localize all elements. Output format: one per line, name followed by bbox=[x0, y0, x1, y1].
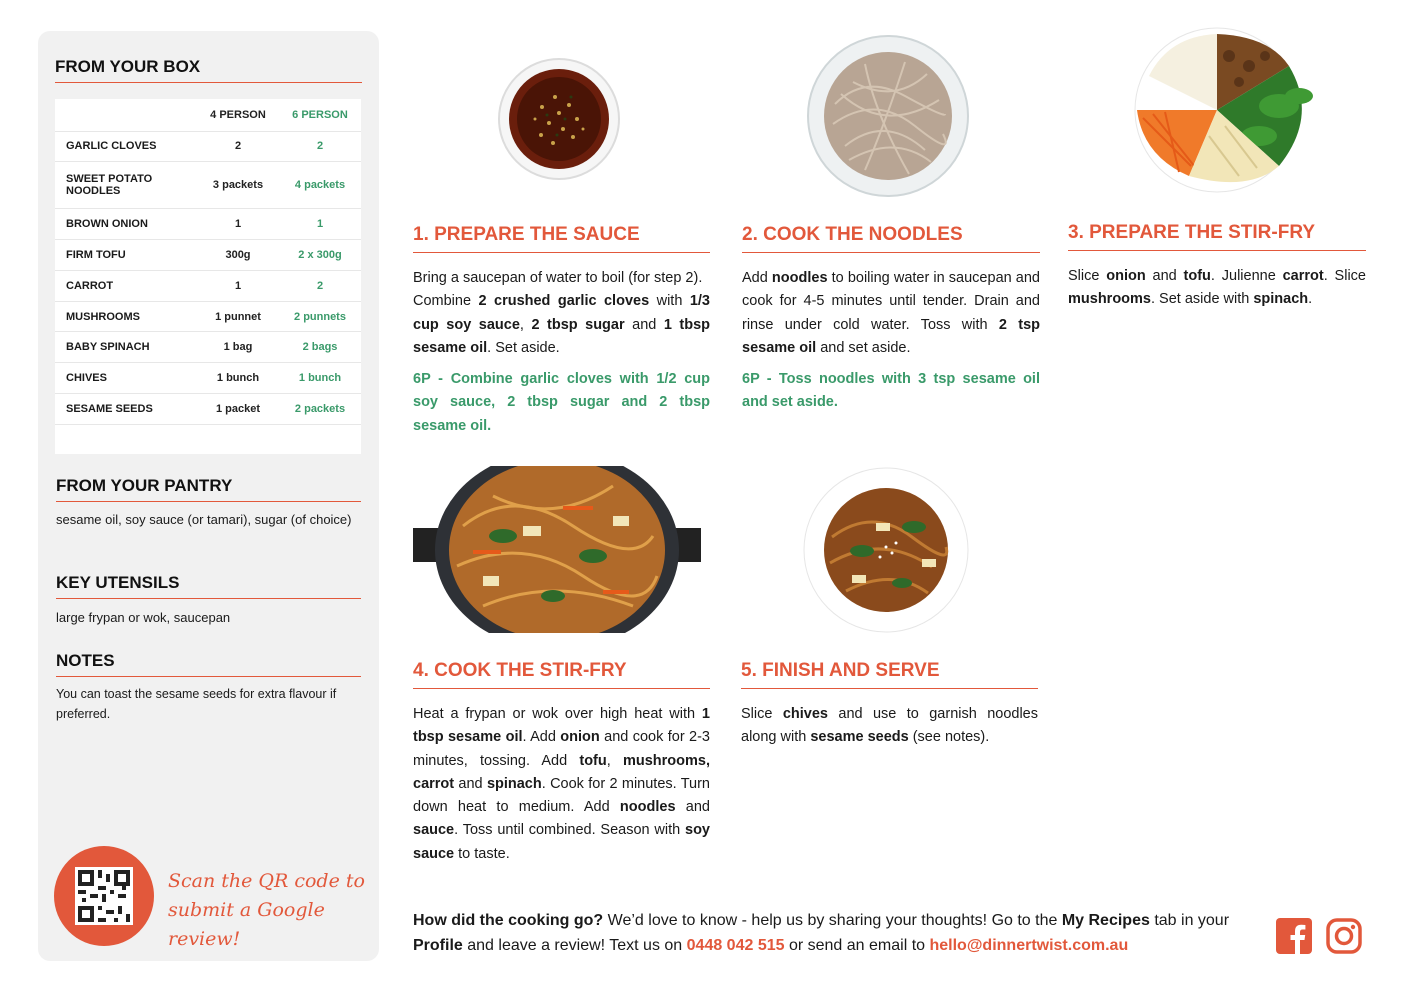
text-run: . Toss until combined. Season with bbox=[454, 822, 685, 839]
ingredient-name: SESAME SEEDS bbox=[55, 394, 197, 425]
step-1-six-person-note: 6P - Combine garlic cloves with 1/2 cup soy sauce, 2 tbsp sugar and 2 tbsp sesame oil. bbox=[413, 371, 710, 434]
bold-run: noodles bbox=[619, 799, 676, 816]
text-run: to taste. bbox=[454, 845, 510, 862]
bold-run: spinach bbox=[486, 775, 542, 792]
bold-run: soy sauce bbox=[413, 822, 710, 862]
step-1 bbox=[413, 224, 710, 438]
text-run: . Add bbox=[522, 729, 561, 746]
bold-run: noodles bbox=[771, 270, 828, 286]
profile-label: Profile bbox=[413, 937, 463, 954]
quantity-6-person: 2 punnets bbox=[279, 301, 361, 332]
sidebar bbox=[38, 31, 379, 961]
text-run: and set aside. bbox=[816, 339, 911, 356]
qr-badge bbox=[54, 846, 154, 946]
step-4 bbox=[413, 660, 710, 866]
noodles-bowl-image bbox=[805, 34, 971, 198]
text-run: and bbox=[1145, 268, 1184, 284]
review-question: How did the cooking go? bbox=[413, 912, 604, 929]
ingredient-name: MUSHROOMS bbox=[55, 301, 197, 332]
table-row bbox=[55, 301, 361, 332]
ingredients-table bbox=[55, 99, 361, 454]
phone-number-link[interactable]: 0448 042 515 bbox=[686, 937, 785, 954]
wok-stir-fry-image bbox=[413, 466, 701, 633]
facebook-icon[interactable] bbox=[1276, 918, 1312, 954]
bold-run: onion bbox=[560, 729, 600, 746]
qr-code[interactable] bbox=[75, 867, 133, 925]
text-run: Slice bbox=[741, 706, 783, 722]
from-your-pantry-title: FROM YOUR PANTRY bbox=[56, 476, 361, 502]
quantity-4-person: 2 bbox=[197, 131, 279, 162]
text-run: . bbox=[1308, 291, 1313, 308]
text-run: Slice bbox=[1068, 268, 1107, 284]
step-1-title: 1. PREPARE THE SAUCE bbox=[413, 224, 710, 253]
step-3 bbox=[1068, 222, 1366, 312]
bold-run: 2 tsp sesame oil bbox=[742, 316, 1040, 356]
bold-run: 2 crushed garlic cloves bbox=[478, 293, 650, 310]
text-run: . Slice bbox=[1323, 268, 1366, 284]
quantity-6-person: 2 bags bbox=[279, 332, 361, 363]
utensils-text: large frypan or wok, saucepan bbox=[56, 610, 231, 625]
quantity-6-person: 2 packets bbox=[279, 394, 361, 425]
quantity-4-person: 1 bunch bbox=[197, 363, 279, 394]
column-header-6-person: 6 PERSON bbox=[292, 108, 348, 121]
bold-run: onion bbox=[1106, 268, 1146, 284]
step-3-text bbox=[1068, 265, 1366, 312]
text-run: (see notes). bbox=[908, 729, 990, 746]
empty-cell bbox=[55, 424, 197, 454]
step-2-text bbox=[742, 267, 1040, 360]
step-5 bbox=[741, 660, 1038, 750]
text-run: Add bbox=[742, 270, 772, 286]
text-run: Heat a frypan or wok over high heat with bbox=[413, 706, 702, 722]
qr-caption-line-2: submit a Google review! bbox=[168, 899, 325, 950]
step-1-line-a: Bring a saucepan of water to boil (for step 2). bbox=[413, 270, 703, 286]
text-run: and leave a review! Text us on bbox=[462, 937, 687, 954]
table-row bbox=[55, 209, 361, 240]
quantity-6-person: 2 bbox=[279, 131, 361, 162]
quantity-4-person: 1 packet bbox=[197, 394, 279, 425]
text-run: . Set aside with bbox=[1151, 291, 1254, 308]
qr-caption bbox=[168, 867, 368, 954]
quantity-4-person: 1 bbox=[197, 209, 279, 240]
step-2-title: 2. COOK THE NOODLES bbox=[742, 224, 1040, 253]
table-row bbox=[55, 394, 361, 425]
step-5-title: 5. FINISH AND SERVE bbox=[741, 660, 1038, 689]
step-3-title: 3. PREPARE THE STIR-FRY bbox=[1068, 222, 1366, 251]
step-2-six-person-note: 6P - Toss noodles with 3 tsp sesame oil and set aside. bbox=[742, 371, 1040, 411]
notes-title: NOTES bbox=[56, 651, 361, 677]
step-4-text bbox=[413, 703, 710, 866]
bold-run: sesame seeds bbox=[810, 729, 909, 746]
finished-noodles-image bbox=[802, 467, 970, 633]
bold-run: carrot bbox=[1282, 268, 1324, 284]
table-spacer-row bbox=[55, 424, 361, 454]
step-2 bbox=[742, 224, 1040, 415]
table-row bbox=[55, 270, 361, 301]
table-row bbox=[55, 363, 361, 394]
bold-run: mushrooms, carrot bbox=[413, 752, 710, 792]
quantity-6-person: 1 bbox=[279, 209, 361, 240]
ingredient-name: CARROT bbox=[55, 270, 197, 301]
ingredient-name: BROWN ONION bbox=[55, 209, 197, 240]
bold-run: tofu bbox=[579, 752, 607, 769]
bold-run: 1/3 cup soy sauce bbox=[413, 293, 710, 333]
quantity-4-person: 1 bbox=[197, 270, 279, 301]
text-run: , bbox=[519, 316, 532, 333]
ingredient-name: SWEET POTATO NOODLES bbox=[55, 162, 197, 209]
table-row bbox=[55, 162, 361, 209]
stir-fry-ingredients-image bbox=[1129, 26, 1319, 196]
text-run: , bbox=[606, 752, 623, 769]
empty-cell bbox=[197, 424, 279, 454]
text-run: to boiling water in saucepan and cook for 4-5 minutes until tender. Drain and rinse under cold water. Toss with bbox=[742, 270, 1040, 333]
text-run: tab in your bbox=[1149, 912, 1230, 929]
text-run: . Set aside. bbox=[487, 339, 560, 356]
quantity-4-person: 1 punnet bbox=[197, 301, 279, 332]
ingredient-name: GARLIC CLOVES bbox=[55, 131, 197, 162]
ingredient-name: FIRM TOFU bbox=[55, 240, 197, 271]
table-row bbox=[55, 332, 361, 363]
quantity-6-person: 1 bunch bbox=[279, 363, 361, 394]
bold-run: sauce bbox=[413, 822, 455, 839]
bold-run: mushrooms bbox=[1068, 291, 1151, 308]
qr-code-icon bbox=[78, 870, 130, 922]
step-4-title: 4. COOK THE STIR-FRY bbox=[413, 660, 710, 689]
ingredient-name: CHIVES bbox=[55, 363, 197, 394]
bold-run: 2 tbsp sugar bbox=[531, 316, 625, 333]
table-row bbox=[55, 131, 361, 162]
text-run: and bbox=[454, 775, 487, 792]
quantity-4-person: 300g bbox=[197, 240, 279, 271]
text-run: . Cook for 2 minutes. Turn down heat to medium. Add bbox=[413, 775, 710, 816]
sauce-bowl-image bbox=[497, 57, 621, 181]
ingredient-name: BABY SPINACH bbox=[55, 332, 197, 363]
review-prompt bbox=[413, 908, 1263, 958]
key-utensils-title: KEY UTENSILS bbox=[56, 573, 361, 599]
step-5-text bbox=[741, 703, 1038, 750]
table-row bbox=[55, 240, 361, 271]
column-header-4-person: 4 PERSON bbox=[210, 108, 266, 121]
column-header-name bbox=[55, 99, 197, 131]
bold-run: 1 tbsp sesame oil bbox=[413, 316, 711, 356]
bold-run: tofu bbox=[1183, 268, 1211, 284]
instagram-icon[interactable] bbox=[1326, 918, 1362, 954]
text-run: with bbox=[649, 293, 690, 310]
qr-caption-line-1: Scan the QR code to bbox=[168, 870, 365, 892]
notes-text: You can toast the sesame seeds for extra flavour if preferred. bbox=[56, 687, 337, 721]
bold-run: chives bbox=[782, 706, 828, 722]
text-run: and cook for 2-3 minutes, tossing. Add bbox=[413, 729, 710, 769]
table-header-row bbox=[55, 99, 361, 131]
from-your-box-title: FROM YOUR BOX bbox=[55, 57, 362, 83]
empty-cell bbox=[279, 424, 361, 454]
quantity-4-person: 3 packets bbox=[197, 162, 279, 209]
step-1-text bbox=[413, 267, 710, 360]
quantity-6-person: 2 x 300g bbox=[279, 240, 361, 271]
quantity-4-person: 1 bag bbox=[197, 332, 279, 363]
text-run: or send an email to bbox=[784, 937, 930, 954]
text-run: and bbox=[624, 316, 664, 333]
my-recipes-label: My Recipes bbox=[1061, 912, 1150, 929]
text-run: and use to garnish noodles along with bbox=[741, 706, 1038, 746]
pantry-text: sesame oil, soy sauce (or tamari), sugar (of choice) bbox=[56, 512, 352, 527]
bold-run: 1 tbsp sesame oil bbox=[413, 706, 710, 746]
email-link[interactable]: hello@dinnertwist.com.au bbox=[929, 937, 1129, 954]
text-run: Combine bbox=[413, 293, 479, 310]
text-run: . Julienne bbox=[1210, 268, 1283, 284]
quantity-6-person: 4 packets bbox=[279, 162, 361, 209]
quantity-6-person: 2 bbox=[279, 270, 361, 301]
text-run: and bbox=[675, 799, 710, 816]
text-run: We’d love to know - help us by sharing your thoughts! Go to the bbox=[603, 912, 1062, 929]
bold-run: spinach bbox=[1253, 291, 1309, 308]
